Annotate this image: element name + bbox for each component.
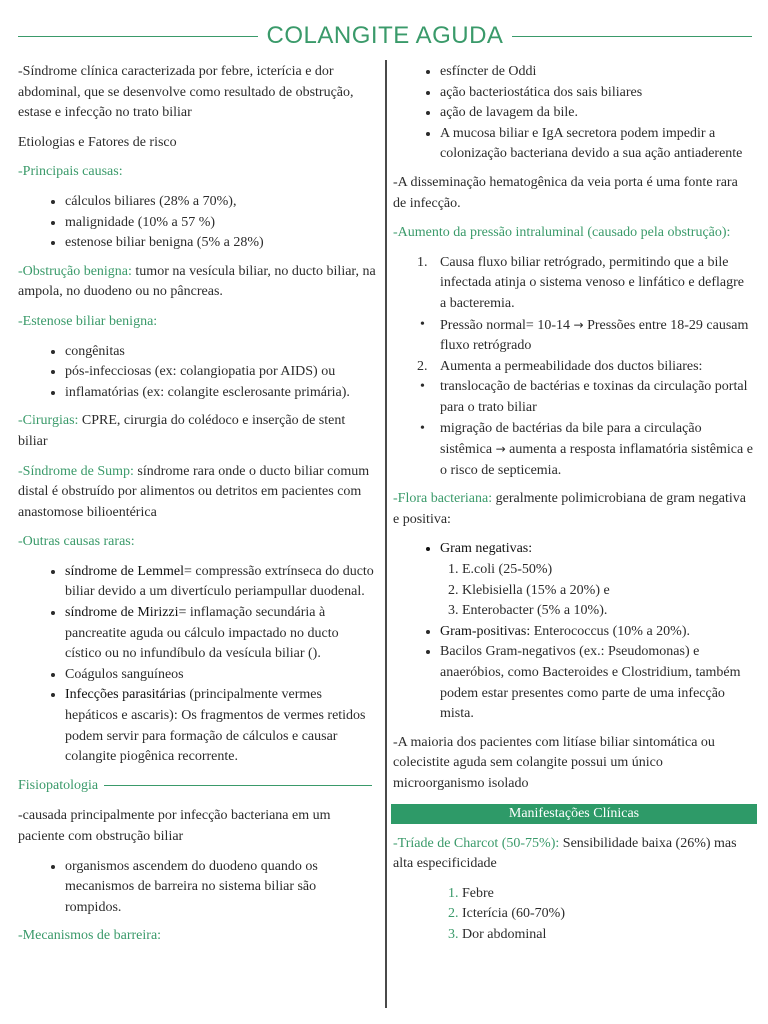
list-item: • congênitas: [65, 342, 376, 363]
list-item: 3. Dor abdominal: [462, 925, 753, 946]
list-item: [65, 562, 376, 603]
estenose-label: -Estenose biliar benigna:: [18, 313, 158, 329]
list-item: • esfíncter de Oddi: [440, 62, 753, 83]
bacilos-item: • Bacilos Gram-negativos (ex.: Pseudomonas) e anaeróbios, como Bacteroides e Clostridium, também podem estar presentes como parte de uma infecção mista.: [440, 642, 753, 724]
bullet-icon: •: [420, 379, 425, 395]
list-item: • ação de lavagem da bile.: [440, 103, 753, 124]
fisiopatologia-rule: [104, 785, 372, 786]
etiologias-heading: Etiologias e Fatores de risco: [18, 134, 177, 150]
charcot-paragraph: [393, 834, 753, 875]
list-item: [413, 253, 753, 315]
gram-pos-item: [440, 622, 753, 643]
cirurgias-text: CPRE, cirurgia do colédoco e inserção de stent biliar: [18, 413, 346, 449]
infeccoes-text: (principalmente vermes hepáticos e ascaris): Os fragmentos de vermes retidos podem servir para formação de cálculos e causar colangite piogênica recorrente.: [65, 687, 366, 765]
gram-neg-item: [440, 539, 753, 621]
flora-list: [393, 539, 753, 724]
lemmel-text: = compressão extrínseca do ducto biliar devido a um divertículo periampullar duodenal.: [65, 563, 374, 600]
organismos-list: [18, 857, 376, 919]
list-item: • organismos ascendem do duodeno quando os mecanismos de barreira no sistema biliar são rompidos.: [65, 857, 376, 919]
list-item: • cálculos biliares (28% a 70%),: [65, 192, 376, 213]
sump-paragraph: [18, 462, 376, 524]
gram-neg-label: Gram negativas:: [440, 541, 533, 557]
list-item: [413, 377, 753, 418]
outras-label: -Outras causas raras:: [18, 534, 135, 550]
charcot-label: -Tríade de Charcot (50-75%):: [393, 835, 560, 851]
gram-pos-label: Gram-positivas:: [440, 623, 531, 639]
list-item: • Coágulos sanguíneos: [65, 665, 376, 686]
right-column: [393, 62, 753, 954]
pressao-normal-b: Pressões entre 18-29 causam fluxo retrógrado: [440, 317, 749, 354]
disseminacao-paragraph: -A disseminação hematogênica da veia porta é uma fonte rara de infecção.: [393, 174, 738, 211]
list-item: 1. E.coli (25-50%): [462, 560, 753, 581]
left-column: [18, 62, 376, 956]
mirizzi-term: síndrome de Mirizzi=: [65, 605, 187, 621]
flora-paragraph: [393, 489, 753, 530]
fisiopatologia-heading: [18, 776, 376, 797]
manifestacoes-section-bar: Manifestações Clínicas: [391, 804, 757, 824]
fisiopatologia-label: Fisiopatologia: [18, 777, 99, 793]
migracao-b: aumenta a resposta inflamatória sistêmica e o risco de septicemia.: [440, 442, 753, 478]
lemmel-term: síndrome de Lemmel: [65, 563, 184, 579]
maioria-paragraph: -A maioria dos pacientes com litíase biliar sintomática ou colecistite aguda sem colangite possui um único microorganismo isolado: [393, 734, 715, 791]
bullet-icon: •: [420, 316, 425, 332]
pressao-1-text: Causa fluxo biliar retrógrado, permitindo que a bile infectada atinja o sistema venoso e linfático e deflagre a bacteremia.: [440, 254, 744, 311]
list-item: 2. Klebisiella (15% a 20%) e: [462, 581, 753, 602]
arrow-right-icon: →: [573, 317, 584, 332]
translocacao-text: translocação de bactérias e toxinas da circulação portal para o trato biliar: [440, 379, 748, 415]
mecanismos-label: -Mecanismos de barreira:: [18, 928, 162, 944]
title-row: [18, 20, 752, 52]
sump-label: -Síndrome de Sump:: [18, 463, 134, 479]
list-item: [413, 315, 753, 357]
column-divider: [385, 60, 387, 1008]
flora-text: geralmente polimicrobiana de gram negativa e positiva:: [393, 491, 746, 527]
list-item: [65, 603, 376, 665]
list-number: 1.: [417, 254, 428, 270]
cirurgias-label: -Cirurgias:: [18, 413, 79, 429]
pressao-list: [393, 253, 753, 482]
pressao-2-text: Aumenta a permeabilidade dos ductos biliares:: [440, 358, 703, 374]
principais-label: -Principais causas:: [18, 164, 123, 180]
list-item: • pós-infecciosas (ex: colangiopatia por AIDS) ou: [65, 362, 376, 383]
estenose-list: [18, 342, 376, 404]
intro-paragraph: -Síndrome clínica caracterizada por febre, icterícia e dor abdominal, que se desenvolve como resultado de obstrução, estase e infecção no trato biliar: [18, 64, 354, 121]
list-item: 3. Enterobacter (5% a 10%).: [462, 601, 753, 622]
list-item: • malignidade (10% a 57 %): [65, 213, 376, 234]
list-item: 1. Febre: [462, 884, 753, 905]
list-item: • ação bacteriostática dos sais biliares: [440, 83, 753, 104]
principais-list: [18, 192, 376, 254]
page-title: COLANGITE AGUDA: [266, 22, 504, 49]
charcot-list: [393, 884, 753, 946]
mirizzi-text: inflamação secundária à pancreatite aguda ou cálculo impactado no ducto cístico ou no infundíbulo da vesícula biliar ().: [65, 605, 339, 662]
list-number: 2.: [417, 358, 428, 374]
migracao-a: migração de bactérias da bile para a circulação sistêmica: [440, 420, 702, 458]
title-rule-right: [512, 36, 752, 37]
gram-neg-list: [440, 560, 753, 622]
obstrucao-text: tumor na vesícula biliar, no ducto biliar, na ampola, no duodeno ou no pâncreas.: [18, 263, 376, 300]
causada-paragraph: -causada principalmente por infecção bacteriana em um paciente com obstrução biliar: [18, 808, 331, 844]
list-item: [413, 357, 753, 378]
flora-label: -Flora bacteriana:: [393, 491, 493, 507]
pressao-normal-a: Pressão normal= 10-14: [440, 317, 574, 333]
pressao-label: -Aumento da pressão intraluminal (causado pela obstrução):: [393, 225, 731, 241]
obstrucao-paragraph: [18, 262, 376, 303]
barreira-list: [393, 62, 753, 165]
title-rule-left: [18, 36, 258, 37]
outras-list: [18, 562, 376, 768]
list-item: 2. Icterícia (60-70%): [462, 904, 753, 925]
list-item: • A mucosa biliar e IgA secretora podem impedir a colonização bacteriana devido a sua ação antiaderente: [440, 124, 753, 165]
sump-text: síndrome rara onde o ducto biliar comum distal é obstruído por alimentos ou detritos em pacientes com anastomose bilioentérica: [18, 463, 370, 520]
charcot-text: Sensibilidade baixa (26%) mas alta especificidade: [393, 835, 737, 872]
arrow-right-icon: →: [495, 442, 506, 457]
bullet-icon: •: [420, 420, 425, 436]
obstrucao-label: -Obstrução benigna:: [18, 263, 132, 279]
list-item: [413, 419, 753, 482]
list-item: [65, 685, 376, 767]
cirurgias-paragraph: [18, 411, 376, 452]
gram-pos-text: Enterococcus (10% a 20%).: [530, 623, 690, 639]
infeccoes-term: Infecções parasitárias: [65, 687, 186, 703]
list-item: • estenose biliar benigna (5% a 28%): [65, 233, 376, 254]
list-item: • inflamatórias (ex: colangite esclerosante primária).: [65, 383, 376, 404]
